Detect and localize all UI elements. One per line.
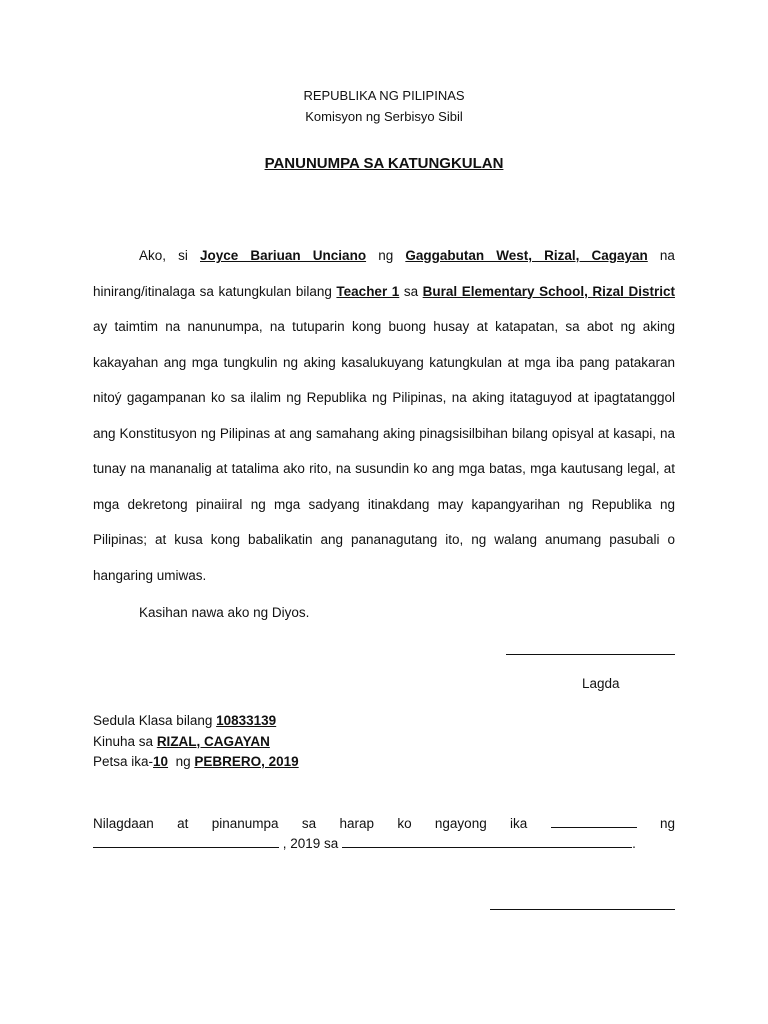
attestation-word: Nilagdaan [93, 816, 154, 831]
oath-address: Gaggabutan West, Rizal, Cagayan [405, 248, 648, 263]
place-blank [342, 834, 632, 848]
attestation-ng: ng [659, 816, 675, 831]
administering-officer-signature-line [490, 909, 675, 910]
attestation-line-1 [93, 814, 675, 834]
attestation-line-2 [93, 834, 675, 854]
attestation-period: . [632, 836, 636, 851]
cedula-number-label: Sedula Klasa bilang [93, 713, 213, 728]
cedula-date-line [93, 752, 299, 773]
cedula-number-line [93, 711, 299, 732]
day-blank [551, 814, 637, 828]
cedula-details [93, 711, 299, 773]
header-commission: Komisyon ng Serbisyo Sibil [305, 109, 463, 124]
month-blank [93, 834, 279, 848]
attestation-word: sa [301, 816, 317, 831]
cedula-date-ng: ng [175, 754, 191, 769]
cedula-date-label: Petsa ika- [93, 754, 154, 769]
attestation-word: ko [397, 816, 412, 831]
oath-closing: Kasihan nawa ako ng Diyos. [139, 605, 310, 620]
oath-paragraph [93, 238, 675, 593]
cedula-date-day: 10 [153, 754, 169, 769]
oath-na: na [659, 248, 675, 263]
oath-sa: sa [403, 283, 419, 299]
signature-line [506, 654, 675, 655]
oath-ako-si: Ako, si [139, 248, 188, 263]
header-republic: REPUBLIKA NG PILIPINAS [303, 88, 465, 103]
oath-name: Joyce Bariuan Unciano [200, 248, 367, 263]
cedula-place-line [93, 732, 299, 753]
cedula-place-value: RIZAL, CAGAYAN [156, 733, 270, 749]
attestation-paragraph [93, 814, 675, 854]
oath-hinirang: hinirang/itinalaga sa katungkulan bilang [93, 283, 332, 299]
document-title: PANUNUMPA SA KATUNGKULAN [264, 155, 504, 172]
cedula-date-month-year: PEBRERO, 2019 [194, 754, 299, 769]
attestation-word: ngayong [434, 816, 487, 831]
signature-label: Lagda [582, 676, 620, 691]
attestation-year: , 2019 sa [282, 836, 339, 851]
oath-position: Teacher 1 [336, 283, 400, 299]
attestation-word: at [177, 816, 189, 831]
attestation-word: ika [510, 816, 528, 831]
oath-school: Bural Elementary School, Rizal District [422, 283, 675, 299]
cedula-number-value: 10833139 [216, 713, 277, 728]
oath-ng: ng [378, 248, 394, 263]
cedula-place-label: Kinuha sa [93, 733, 154, 749]
oath-body-text: ay taimtim na nanunumpa, na tutuparin kong buong husay at katapatan, sa abot ng aking kakayahan ang mga tungkulin ng aking kasalukuyang katungkulan at mga iba pang patakaran nitoý gagampanan ko sa ilalim ng Republika ng Pilipinas, na aking itataguyod at ipagtatanggol ang Konstitusyon ng Pilipinas at ang samahang aking pinagsisilbihan bilang opisyal at kasapi, na tunay na mananalig at tatalima ako rito, na susundin ko ang mga batas, mga kautusang legal, at mga dekretong pinaiiral ng mga sadyang itinakdang may kapangyarihan ng Republika ng Pilipinas; at kusa kong babalikatin ang pananagutang ito, ng walang anumang pasubali o hangaring umiwas. [93, 319, 675, 583]
attestation-word: harap [339, 816, 374, 831]
attestation-word: pinanumpa [211, 816, 279, 831]
